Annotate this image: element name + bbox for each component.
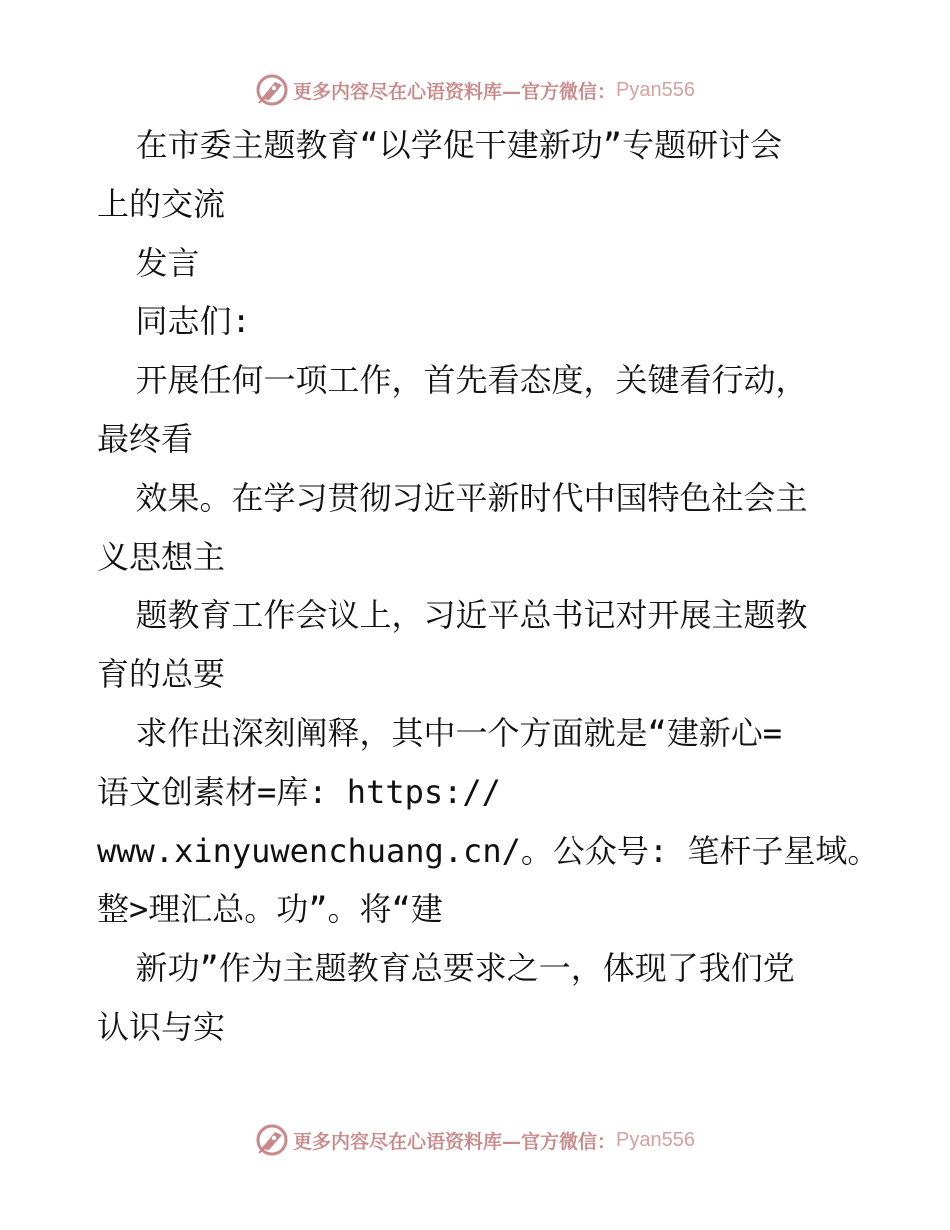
text-line: 上的交流	[97, 184, 226, 223]
text-line: 在市委主题教育“以学促干建新功”专题研讨会	[97, 126, 783, 164]
text-line: 效果。在学习贯彻习近平新时代中国特色社会主	[97, 478, 808, 517]
text-line: 最终看	[97, 419, 194, 458]
text-line: 题教育工作会议上，习近平总书记对开展主题教	[97, 596, 808, 635]
text-line: www.xinyuwenchuang.cn/。公众号: 笔杆子星域。	[97, 831, 880, 870]
text-line: 语文创素材=库: https://	[97, 772, 501, 811]
footer-watermark	[0, 1120, 950, 1160]
text-line: 义思想主	[97, 537, 226, 576]
header-watermark	[0, 70, 950, 110]
document-body	[97, 116, 880, 1057]
watermark-text: 更多内容尽在心语资料库—官方微信：	[293, 80, 617, 103]
text-line: 认识与实	[97, 1007, 226, 1046]
text-line: 求作出深刻阐释，其中一个方面就是“建新心=	[97, 713, 783, 752]
text-line: 发言	[97, 243, 200, 282]
text-line: 新功”作为主题教育总要求之一，体现了我们党	[97, 949, 795, 988]
watermark-text: 更多内容尽在心语资料库—官方微信：	[293, 1130, 617, 1153]
pen-nib-logo-icon	[255, 1123, 289, 1157]
text-line: 开展任何一项工作，首先看态度，关键看行动，	[97, 361, 808, 400]
text-line: 同志们:	[97, 302, 251, 341]
text-line: 整>理汇总。功”。将“建	[97, 890, 443, 929]
text-line: 育的总要	[97, 655, 226, 694]
watermark-wechat-id: Pyan556	[616, 1128, 695, 1151]
watermark-wechat-id: Pyan556	[616, 78, 695, 101]
pen-nib-logo-icon	[255, 73, 289, 107]
